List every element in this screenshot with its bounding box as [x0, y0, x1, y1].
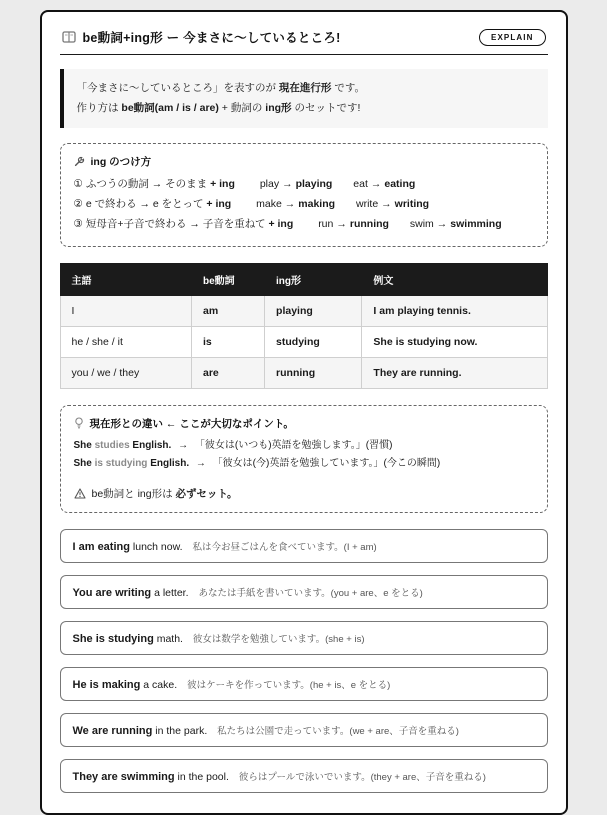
explain-button[interactable]: EXPLAIN: [479, 29, 546, 46]
table-cell-sentence: She is studying now.: [362, 326, 547, 357]
rule-example-to: playing: [295, 177, 333, 190]
arrow-text: →: [195, 457, 206, 469]
example-english-rest: in the pool.: [177, 770, 229, 783]
rule-suffix: + ing: [206, 197, 232, 210]
example-english-bold: You are writing: [72, 586, 152, 599]
arrow-text: →: [178, 439, 189, 451]
point-japanese: 「彼女は(いつも)英語を勉強します。」(習慣): [194, 439, 393, 451]
note-pre: be動詞と ing形は: [91, 487, 173, 500]
table-cell-subject: he / she / it: [60, 326, 191, 357]
rules-title-row: [74, 154, 534, 169]
rule-example-to: running: [349, 217, 389, 230]
example-japanese: 彼はケーキを作っています。(he + is、e をとる): [187, 679, 391, 691]
rule-example: [260, 178, 333, 190]
header-bar: [60, 26, 548, 54]
example-english-bold: I am eating: [72, 540, 130, 553]
rule-example-to: writing: [394, 197, 430, 210]
table-cell-ing: studying: [265, 326, 362, 357]
rule-suffix: + ing: [210, 177, 235, 190]
rule-example-from: play: [259, 177, 280, 190]
arrow-text: →: [370, 177, 382, 190]
example-english-rest: lunch now.: [132, 540, 183, 553]
table-cell-sentence: I am playing tennis.: [362, 295, 547, 326]
intro-text: + 動詞の: [221, 102, 263, 115]
note-text: [92, 486, 238, 501]
point-box: [60, 405, 548, 513]
table-cell-ing: running: [265, 357, 362, 388]
example-card: [60, 621, 548, 655]
point-sentence: [74, 455, 534, 473]
table-header-row: [60, 263, 547, 295]
rule-example-to: eating: [384, 177, 416, 190]
arrow-text: →: [436, 217, 448, 230]
intro-text: 「今まさに〜しているところ」を表すのが: [76, 82, 276, 94]
rules-title: ing のつけ方: [90, 155, 152, 168]
point-title-row: [74, 416, 534, 431]
rule-example: [410, 218, 502, 230]
rule-example-from: swim: [409, 217, 434, 230]
header-divider: [60, 54, 548, 55]
rule-suffix: + ing: [268, 217, 294, 230]
table-cell-subject: I: [60, 295, 191, 326]
example-english-rest: in the park.: [155, 724, 208, 737]
rule-line: [74, 195, 534, 215]
rule-line: [74, 215, 534, 235]
point-rest: English.: [132, 439, 172, 451]
rule-example-to: swimming: [450, 217, 502, 230]
point-verb-highlight: is studying: [94, 457, 148, 469]
point-sentence: [74, 437, 534, 455]
rule-label: ③ 短母音+子音で終わる → 子音を重ねて: [73, 217, 266, 230]
rule-example-from: run: [318, 217, 334, 230]
ing-rules-box: [60, 143, 548, 247]
intro-text: です。: [334, 82, 366, 94]
rule-example-from: write: [355, 197, 379, 210]
example-japanese: 私たちは公園で走っています。(we + are、子音を重ねる): [217, 725, 459, 737]
arrow-text: →: [381, 197, 392, 210]
example-japanese: 彼らはプールで泳いでいます。(they + are、子音を重ねる): [238, 771, 486, 783]
point-title: 現在形との違い ← ここが大切なポイント。: [89, 417, 294, 430]
point-subject: She: [73, 439, 92, 451]
note-bold: 必ずセット。: [175, 487, 238, 500]
table-cell-be: am: [191, 295, 264, 326]
wrench-icon: [74, 156, 85, 167]
example-card: [60, 575, 548, 609]
example-english-bold: They are swimming: [72, 770, 175, 783]
rule-label: ② e で終わる → e をとって: [73, 197, 204, 210]
intro-keyword: be動詞(am / is / are): [121, 102, 219, 115]
conjugation-table: [60, 263, 548, 389]
lightbulb-icon: [74, 417, 84, 429]
rule-label: ① ふつうの動詞 → そのまま: [73, 177, 208, 190]
rule-example: [256, 198, 335, 210]
example-english-bold: She is studying: [72, 632, 154, 645]
intro-line-2: [77, 98, 535, 118]
point-subject: She: [73, 457, 92, 469]
arrow-text: →: [284, 197, 296, 210]
table-cell-sentence: They are running.: [362, 357, 547, 388]
example-card: [60, 667, 548, 701]
example-english-rest: math.: [156, 632, 183, 645]
table-header-cell: 主語: [60, 263, 191, 295]
table-row: [60, 357, 547, 388]
page-title: be動詞+ing形 ー 今まさに〜しているところ!: [82, 31, 341, 45]
worksheet-page: [40, 10, 568, 815]
table-row: [60, 326, 547, 357]
intro-line-1: [77, 78, 535, 98]
example-japanese: 彼女は数学を勉強しています。(she + is): [192, 633, 365, 645]
intro-text: のセットです!: [294, 102, 361, 115]
intro-keyword: 現在進行形: [278, 82, 332, 94]
table-row: [60, 295, 547, 326]
example-english-rest: a letter.: [154, 586, 189, 599]
table-header-cell: ing形: [265, 263, 362, 295]
table-cell-be: is: [191, 326, 264, 357]
example-english-bold: We are running: [72, 724, 153, 737]
warning-icon: [74, 488, 86, 499]
rule-line: [74, 175, 534, 195]
point-rest: English.: [150, 457, 190, 469]
title-group: [62, 28, 341, 46]
rule-example-to: making: [298, 197, 336, 210]
intro-text: 作り方は: [76, 102, 119, 115]
intro-keyword: ing形: [265, 102, 292, 115]
point-japanese: 「彼女は(今)英語を勉強しています。」(今この瞬間): [212, 457, 441, 469]
example-japanese: 私は今お昼ごはんを食べています。(I + am): [192, 541, 377, 553]
rule-example: [318, 218, 389, 230]
example-english-rest: a cake.: [143, 678, 178, 691]
book-icon: [62, 31, 76, 43]
arrow-text: →: [336, 217, 347, 230]
table-header-cell: be動詞: [191, 263, 264, 295]
table-cell-subject: you / we / they: [60, 357, 191, 388]
example-card: [60, 759, 548, 793]
point-note: [74, 486, 534, 501]
example-japanese: あなたは手紙を書いています。(you + are、e をとる): [198, 587, 423, 599]
point-verb-highlight: studies: [94, 439, 130, 451]
example-card: [60, 529, 548, 563]
example-english-bold: He is making: [72, 678, 141, 691]
table-header-cell: 例文: [362, 263, 547, 295]
table-cell-be: are: [191, 357, 264, 388]
rule-example: [353, 178, 415, 190]
example-card: [60, 713, 548, 747]
arrow-text: →: [282, 177, 293, 190]
table-cell-ing: playing: [265, 295, 362, 326]
rule-example-from: make: [256, 197, 282, 210]
rule-example-from: eat: [353, 177, 368, 190]
rule-example: [356, 198, 429, 210]
intro-callout: [60, 69, 548, 128]
